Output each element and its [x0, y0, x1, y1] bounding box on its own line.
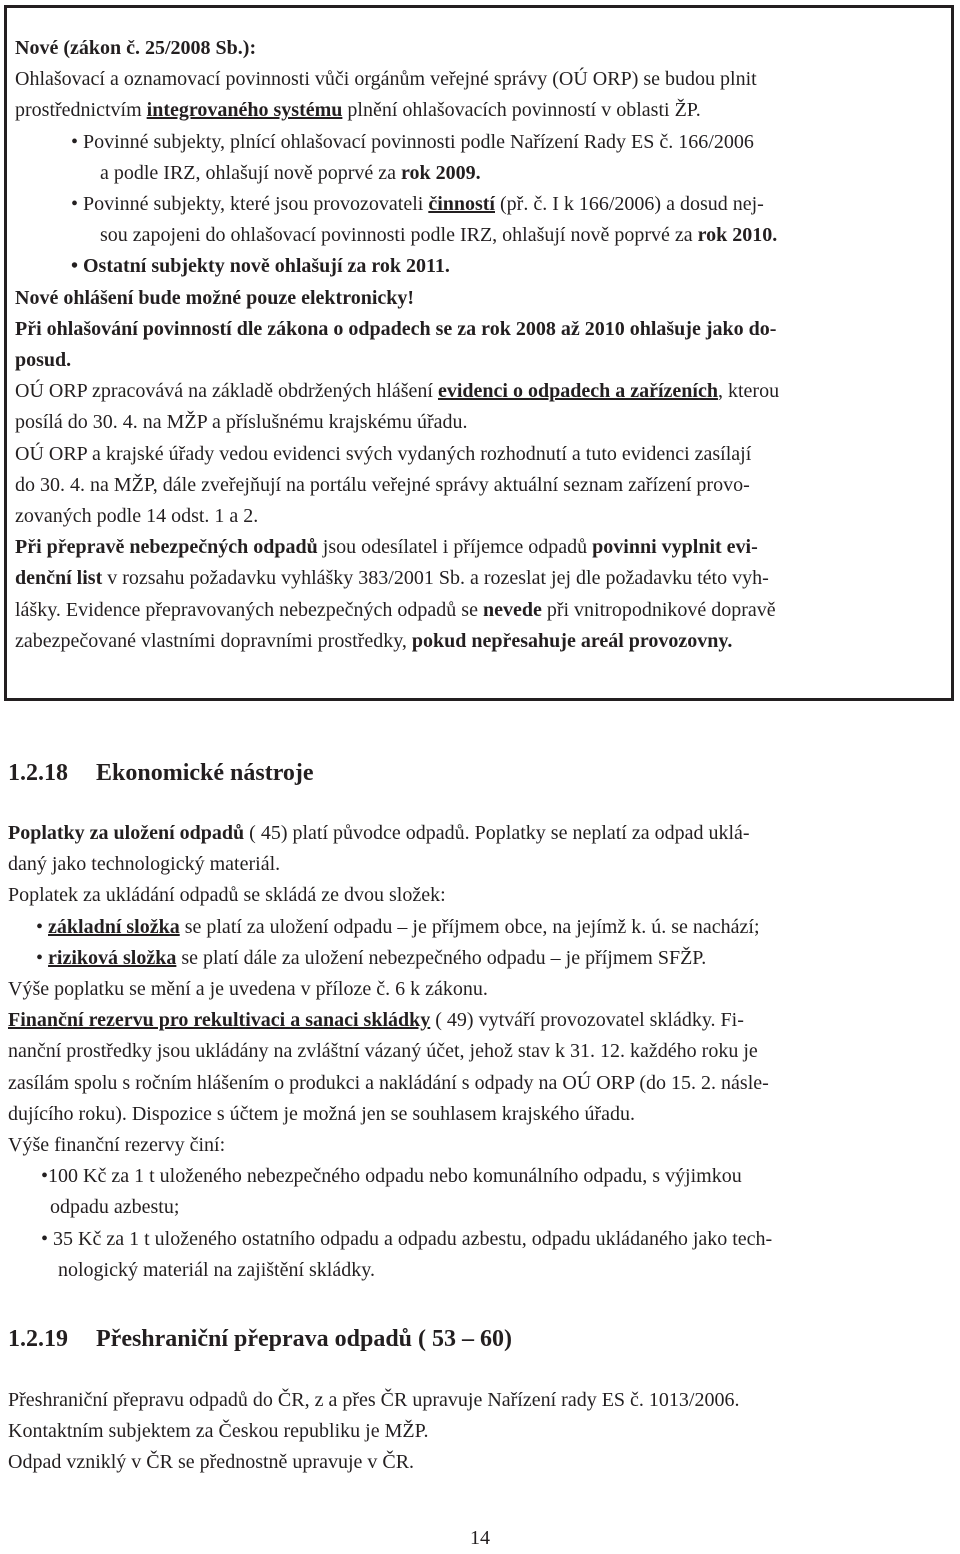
fees-p3: Výše poplatku se mění a je uvedena v příloze č. 6 k zákonu.: [8, 978, 488, 1001]
section-heading: 1.2.18 Ekonomické nástroje: [8, 760, 314, 786]
box-p5-line1: OÚ ORP a krajské úřady vedou evidenci svých vydaných rozhodnutí a tuto evidenci zasílají: [15, 442, 752, 465]
fees-p1-line1: Poplatky za uložení odpadů ( 45) platí původce odpadů. Poplatky se neplatí za odpad uklá-: [8, 822, 750, 844]
box-p5-line2: do 30. 4. na MŽP, dále zveřejňují na portálu veřejné správy aktuální seznam zařízení provo-: [15, 473, 750, 496]
box-p4-line2: posílá do 30. 4. na MŽP a příslušnému krajskému úřadu.: [15, 411, 468, 434]
fee-bullet-risk: • riziková složka se platí dále za uložení nebezpečného odpadu – je příjmem SFŽP.: [36, 946, 707, 969]
fees-p1-line2: daný jako technologický materiál.: [8, 853, 281, 876]
section-1-2-18-body: [8, 818, 952, 1286]
box-p1-line1: Ohlašovací a oznamovací povinnosti vůči orgánům veřejné správy (OÚ ORP) se budou plnit: [15, 68, 757, 91]
evidence-term: evidenci o odpadech a zařízeních: [437, 380, 718, 403]
reserve-p-line4: dujícího roku). Dispozice s účtem je možná jen se souhlasem krajského úřadu.: [8, 1102, 636, 1125]
box-bullet2-line1: • Povinné subjekty, které jsou provozovateli činností (př. č. I k 166/2006) a dosud nej-: [71, 193, 764, 216]
section-1-2-19: [8, 1324, 952, 1354]
reserve-amount-label: Výše finanční rezervy činí:: [8, 1134, 226, 1157]
box-p3-line1: Při ohlašování povinností dle zákona o odpadech se za rok 2008 až 2010 ohlašuje jako do-: [15, 317, 777, 340]
section-1-2-18: [8, 758, 952, 788]
box-p6-line4: zabezpečované vlastními dopravními prostředky, pokud nepřesahuje areál provozovny.: [15, 629, 733, 652]
box-bullet1-line1: • Povinné subjekty, plnící ohlašovací povinnosti podle Nařízení Rady ES č. 166/2006: [71, 130, 754, 153]
activities-term: činností: [428, 193, 495, 216]
box-p4-line1: OÚ ORP zpracovává na základě obdržených hlášení evidenci o odpadech a zařízeních, kterou: [15, 380, 780, 403]
box-p6-line2: denční list v rozsahu požadavku vyhlášky 383/2001 Sb. a rozeslat jej dle požadavku této vyh-: [15, 567, 769, 590]
box-bullet3: • Ostatní subjekty nově ohlašují za rok 2011.: [71, 255, 450, 278]
reserve-item-2-line1: • 35 Kč za 1 t uloženého ostatního odpadu a odpadu azbestu, odpadu ukládaného jako tech-: [41, 1227, 773, 1250]
page-number: 14: [470, 1527, 490, 1549]
integrated-system-term: integrovaného systému: [146, 99, 343, 122]
reserve-p-line2: nanční prostředky jsou ukládány na zvláštní vázaný účet, jehož stav k 31. 12. každého roku je: [8, 1040, 758, 1063]
transport-line-3: Odpad vzniklý v ČR se přednostně upravuje v ČR.: [8, 1451, 415, 1474]
box-p6-line3: lášky. Evidence přepravovaných nebezpečných odpadů se nevede při vnitropodnikové dopravě: [15, 598, 776, 621]
box-p5-line3: zovaných podle 14 odst. 1 a 2.: [15, 505, 259, 528]
section-heading: 1.2.19 Přeshraniční přeprava odpadů ( 53 – 60): [8, 1326, 513, 1352]
box-p6-line1: Při přepravě nebezpečných odpadů jsou odesílatel i příjemce odpadů povinni vyplnit evi-: [15, 536, 758, 559]
box-p1-line2: prostřednictvím integrovaného systému plnění ohlašovacích povinností v oblasti ŽP.: [15, 99, 701, 122]
fee-bullet-basic: • základní složka se platí za uložení odpadu – je příjmem obce, na jejímž k. ú. se nachází;: [36, 915, 760, 938]
reserve-p-line1: Finanční rezervu pro rekultivaci a sanaci skládky ( 49) vytváří provozovatel skládky. Fi-: [8, 1009, 744, 1032]
info-box-content: [15, 33, 951, 657]
box-p2: Nové ohlášení bude možné pouze elektronicky!: [15, 286, 415, 309]
section-1-2-19-body: [8, 1385, 952, 1479]
transport-line-2: Kontaktním subjektem za Českou republiku je MŽP.: [8, 1420, 429, 1443]
reserve-item-1-line2: odpadu azbestu;: [50, 1196, 180, 1219]
year-2009: rok 2009.: [401, 161, 481, 184]
reserve-item-1-line1: •100 Kč za 1 t uloženého nebezpečného odpadu nebo komunálního odpadu, s výjimkou: [41, 1165, 742, 1188]
box-title: Nové (zákon č. 25/2008 Sb.):: [15, 37, 257, 59]
fees-p2: Poplatek za ukládání odpadů se skládá ze dvou složek:: [8, 884, 446, 907]
box-bullet2-line2: sou zapojeni do ohlašovací povinnosti podle IRZ, ohlašují nově poprvé za rok 2010.: [100, 224, 778, 247]
reserve-item-2-line2: nologický materiál na zajištění skládky.: [58, 1258, 375, 1281]
year-2010: rok 2010.: [697, 224, 778, 247]
box-p3-line2: posud.: [15, 349, 72, 372]
reserve-p-line3: zasílám spolu s ročním hlášením o produkci a nakládání s odpady na OÚ ORP (do 15. 2. násle-: [8, 1071, 769, 1094]
box-bullet1-line2: a podle IRZ, ohlašují nově poprvé za rok 2009.: [100, 161, 481, 184]
info-box: [4, 5, 954, 701]
transport-line-1: Přeshraniční přepravu odpadů do ČR, z a přes ČR upravuje Nařízení rady ES č. 1013/2006.: [8, 1389, 740, 1411]
